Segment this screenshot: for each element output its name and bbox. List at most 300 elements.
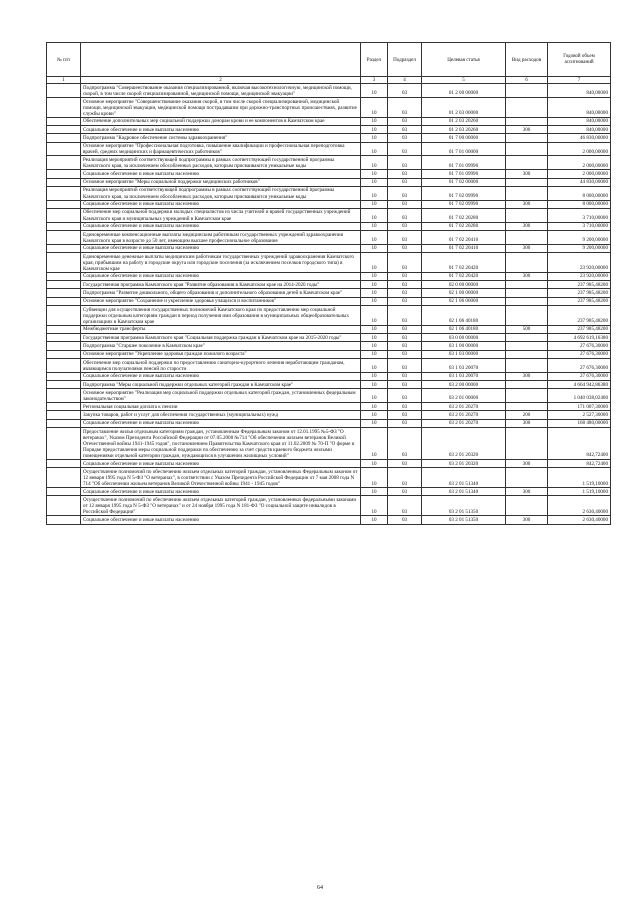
row-subsection-cell: 03 [388,427,422,459]
row-sum-cell: 27 676,30000 [548,372,611,380]
row-num-cell [47,381,81,389]
row-article-cell: 02 0 00 00000 [422,281,506,289]
row-sum-cell: 237 985,48200 [548,325,611,333]
row-subsection-cell: 03 [388,350,422,358]
row-subsection-cell: 03 [388,156,422,170]
row-sum-cell: 23 920,00000 [548,253,611,273]
row-subsection-cell: 03 [388,126,422,134]
row-num-cell [47,411,81,419]
row-num-cell [47,334,81,342]
row-name-cell: Обеспечение дополнительных мер социальной поддержки донорам крови и ее компонентов в Камчатском крае [81,117,361,125]
row-num-cell [47,253,81,273]
row-article-cell: 01 7 01 00000 [422,142,506,156]
row-article-cell: 03 2 01 20320 [422,427,506,459]
table-row [47,468,611,488]
row-subsection-cell: 03 [388,297,422,305]
row-name-cell: Социальное обеспечение и иные выплаты населению [81,222,361,230]
row-section-cell: 10 [361,334,388,342]
row-num-cell [47,142,81,156]
row-article-cell: 01 7 01 09990 [422,170,506,178]
row-subsection-cell: 03 [388,516,422,524]
row-section-cell: 10 [361,372,388,380]
row-subsection-cell: 03 [388,84,422,98]
row-expense-cell [506,468,548,488]
row-name-cell: Подпрограмма "Кадровое обеспечение системы здравоохранения" [81,134,361,142]
row-subsection-cell: 03 [388,222,422,230]
row-subsection-cell: 03 [388,389,422,403]
table-row [47,281,611,289]
row-article-cell: 01 7 02 00000 [422,178,506,186]
row-subsection-cell: 03 [388,272,422,280]
row-expense-cell: 300 [506,419,548,427]
row-section-cell: 10 [361,359,388,373]
header-article: Целевая статья [422,43,506,77]
row-expense-cell [506,97,548,117]
row-name-cell: Единовременные компенсационные выплаты медицинским работникам государственных учреждений здравоохранения Камчатского края в возрасте до 50 лет, имеющим высшее профессиональное образование [81,230,361,244]
row-num-cell [47,419,81,427]
row-num-cell [47,281,81,289]
row-expense-cell [506,297,548,305]
row-subsection-cell: 03 [388,419,422,427]
row-article-cell: 03 1 03 20070 [422,359,506,373]
row-expense-cell [506,230,548,244]
row-article-cell: 02 1 06 40180 [422,306,506,326]
row-name-cell: Подпрограмма "Совершенствование оказания специализированной, включая высокотехнологичную, медицинской помощи, скорой, в том числе скорой специализированной, медицинской помощи, медицинской эвакуации" [81,84,361,98]
row-name-cell: Социальное обеспечение и иные выплаты населению [81,170,361,178]
row-subsection-cell: 03 [388,134,422,142]
row-sum-cell: 27 676,30000 [548,342,611,350]
row-num-cell [47,488,81,496]
row-expense-cell [506,142,548,156]
row-expense-cell [506,117,548,125]
table-row [47,516,611,524]
row-expense-cell: 300 [506,372,548,380]
row-sum-cell: 237 985,48200 [548,306,611,326]
table-body [47,84,611,524]
page-number: 64 [317,885,323,891]
row-section-cell: 10 [361,97,388,117]
col-number: 6 [506,77,548,84]
row-name-cell: Субвенции для осуществления государственных полномочий Камчатского края по предоставлению мер социальной поддержки отдельным категориям граждан в период получения ими образования в муниципальных общеобразовательных организациях в Камчатском крае [81,306,361,326]
row-expense-cell: 300 [506,516,548,524]
row-name-cell: Основное мероприятие "Реализация мер социальной поддержки отдельных категорий граждан, установленных федеральным законодательством" [81,389,361,403]
row-article-cell: 01 7 01 09990 [422,156,506,170]
row-article-cell: 02 1 06 00000 [422,297,506,305]
row-sum-cell: 842,72400 [548,460,611,468]
row-name-cell: Социальное обеспечение и иные выплаты населению [81,244,361,252]
row-name-cell: Основное мероприятие "Сохранение и укрепление здоровья учащихся и воспитанников" [81,297,361,305]
row-expense-cell [506,208,548,222]
row-section-cell: 10 [361,230,388,244]
row-name-cell: Социальное обеспечение и иные выплаты населению [81,516,361,524]
row-num-cell [47,359,81,373]
row-subsection-cell: 03 [388,411,422,419]
row-num-cell [47,468,81,488]
row-section-cell: 10 [361,516,388,524]
row-expense-cell [506,381,548,389]
col-number: 3 [361,77,388,84]
row-subsection-cell: 03 [388,244,422,252]
row-name-cell: Государственная программа Камчатского края "Социальная поддержка граждан в Камчатском крае на 2015-2020 годы" [81,334,361,342]
column-number-row [47,77,611,84]
row-expense-cell [506,84,548,98]
row-name-cell: Единовременные денежные выплаты медицинским работникам государственных учреждений здравоохранения Камчатского края, прибывшим на работу в городские округа или городские поселения (за исключением поселков городского типа) в Камчатском крае [81,253,361,273]
row-expense-cell [506,253,548,273]
row-num-cell [47,325,81,333]
header-sum: Годовой объем ассигнований [548,43,611,77]
row-sum-cell: 4 692 619,16380 [548,334,611,342]
row-expense-cell: 300 [506,200,548,208]
row-name-cell: Региональная социальная доплата к пенсии [81,403,361,411]
row-expense-cell [506,156,548,170]
table-row [47,208,611,222]
row-article-cell: 01 2 00 00000 [422,84,506,98]
row-subsection-cell: 03 [388,170,422,178]
row-subsection-cell: 03 [388,253,422,273]
row-subsection-cell: 03 [388,403,422,411]
row-name-cell: Социальное обеспечение и иные выплаты населению [81,488,361,496]
row-subsection-cell: 03 [388,306,422,326]
row-article-cell: 01 7 02 09990 [422,186,506,200]
table-row [47,297,611,305]
row-num-cell [47,297,81,305]
row-num-cell [47,272,81,280]
budget-table [46,42,611,525]
row-sum-cell: 237 985,48200 [548,297,611,305]
row-name-cell: Основное мероприятие "Меры социальной поддержки медицинских работников" [81,178,361,186]
row-num-cell [47,134,81,142]
row-section-cell: 10 [361,281,388,289]
table-row [47,134,611,142]
header-name [81,43,361,77]
header-section: Раздел [361,43,388,77]
table-row [47,372,611,380]
col-number: 5 [422,77,506,84]
row-sum-cell: 2 527,30000 [548,411,611,419]
row-sum-cell: 237 985,48200 [548,281,611,289]
row-section-cell: 10 [361,325,388,333]
table-row [47,460,611,468]
row-section-cell: 10 [361,84,388,98]
row-article-cell: 01 7 02 20280 [422,222,506,230]
row-subsection-cell: 03 [388,281,422,289]
row-article-cell: 03 1 03 20070 [422,372,506,380]
row-sum-cell: 840,00000 [548,126,611,134]
row-section-cell: 10 [361,170,388,178]
row-subsection-cell: 03 [388,342,422,350]
row-expense-cell [506,389,548,403]
row-name-cell: Социальное обеспечение и иные выплаты населению [81,126,361,134]
row-sum-cell: 168 480,00000 [548,419,611,427]
table-row [47,419,611,427]
row-subsection-cell: 03 [388,488,422,496]
row-sum-cell: 237 985,48200 [548,289,611,297]
row-article-cell: 01 7 02 20420 [422,272,506,280]
row-subsection-cell: 03 [388,381,422,389]
row-article-cell: 03 2 01 20320 [422,460,506,468]
table-row [47,381,611,389]
row-section-cell: 10 [361,419,388,427]
row-expense-cell [506,359,548,373]
row-article-cell: 01 7 02 20410 [422,230,506,244]
row-article-cell: 01 7 02 20420 [422,253,506,273]
row-name-cell: Основное мероприятие "Профессиональная подготовка, повышение квалификации и профессиональная переподготовка врачей, средних медицинских и фармацевтических работников" [81,142,361,156]
row-name-cell: Осуществление полномочий по обеспечению жильем отдельных категорий граждан, установленных федеральными законами от 12 января 1995 года N 5-ФЗ "О ветеранах" и от 24 ноября 1995 года N 181-ФЗ "О социальной защите инвалидов в Российской Федерации" [81,496,361,516]
row-subsection-cell: 03 [388,334,422,342]
row-num-cell [47,350,81,358]
row-section-cell: 10 [361,222,388,230]
row-article-cell: 01 2 03 20260 [422,117,506,125]
row-sum-cell: 3 710,00000 [548,222,611,230]
row-num-cell [47,306,81,326]
row-name-cell: Социальное обеспечение и иные выплаты населению [81,460,361,468]
row-num-cell [47,403,81,411]
row-section-cell: 10 [361,488,388,496]
row-num-cell [47,208,81,222]
row-section-cell: 10 [361,350,388,358]
row-num-cell [47,97,81,117]
row-num-cell [47,186,81,200]
row-expense-cell: 300 [506,170,548,178]
table-row [47,178,611,186]
row-subsection-cell: 03 [388,230,422,244]
row-section-cell: 10 [361,306,388,326]
table-row [47,230,611,244]
table-row [47,186,611,200]
row-expense-cell: 500 [506,325,548,333]
row-expense-cell [506,403,548,411]
row-section-cell: 10 [361,186,388,200]
row-section-cell: 10 [361,142,388,156]
table-row [47,389,611,403]
row-expense-cell: 300 [506,488,548,496]
row-article-cell: 02 1 06 40180 [422,325,506,333]
row-num-cell [47,178,81,186]
row-name-cell: Предоставление жилья отдельным категориям граждан, установленным Федеральным законом от 12.01.1995 №5-ФЗ "О ветеранах", Указом Президента Российской Федерации от 07.05.2008 №714 "Об обеспечении жильем ветеранов Великой Отечественной войны 1941-1945 годов", постановлением Правительства Камчатского края от 11.02.2009 № 70-П "О форме и Порядке предоставления меры социальной поддержки по обеспечению за счет средств краевого бюджета жилыми помещениями отдельной категории граждан, нуждающихся в улучшении жилищных условий" [81,427,361,459]
row-subsection-cell: 03 [388,208,422,222]
col-number: 1 [47,77,81,84]
table-row [47,411,611,419]
row-sum-cell: 1 519,10000 [548,488,611,496]
row-section-cell: 10 [361,427,388,459]
row-name-cell: Обеспечение мер социальной поддержки молодых специалистов из числа учителей и врачей государственных учреждений Камчатского края и муниципальных учреждений в Камчатском крае [81,208,361,222]
row-article-cell: 03 2 01 51340 [422,468,506,488]
col-number: 2 [81,77,361,84]
row-num-cell [47,427,81,459]
row-subsection-cell: 03 [388,359,422,373]
row-num-cell [47,244,81,252]
row-expense-cell: 300 [506,126,548,134]
row-expense-cell [506,342,548,350]
row-sum-cell: 840,00000 [548,117,611,125]
row-name-cell: Основное мероприятие "Совершенствование оказания скорой, в том числе скорой специализированной, медицинской помощи, медицинской эвакуации, медицинской помощи пострадавшим при дорожно-транспортных происшествиях, развитие службы крови" [81,97,361,117]
table-row [47,170,611,178]
row-sum-cell: 8 000,00000 [548,200,611,208]
row-article-cell: 03 2 00 00000 [422,381,506,389]
row-expense-cell [506,186,548,200]
table-row [47,244,611,252]
row-section-cell: 10 [361,297,388,305]
row-name-cell: Основное мероприятие "Укрепление здоровья граждан пожилого возраста" [81,350,361,358]
row-subsection-cell: 03 [388,117,422,125]
row-sum-cell: 9 200,00000 [548,244,611,252]
row-section-cell: 10 [361,253,388,273]
row-section-cell: 10 [361,117,388,125]
row-name-cell: Межбюджетные трансферты [81,325,361,333]
table-row [47,117,611,125]
row-num-cell [47,289,81,297]
row-name-cell: Закупка товаров, работ и услуг для обеспечения государственных (муниципальных) нужд [81,411,361,419]
row-article-cell: 03 2 01 20270 [422,419,506,427]
table-row [47,222,611,230]
header-num: № п/п [47,43,81,77]
row-name-cell: Социальное обеспечение и иные выплаты населению [81,372,361,380]
row-section-cell: 10 [361,244,388,252]
row-name-cell: Подпрограмма "Старшее поколение в Камчатском крае" [81,342,361,350]
row-section-cell: 10 [361,342,388,350]
row-section-cell: 10 [361,403,388,411]
row-sum-cell: 4 664 942,86380 [548,381,611,389]
row-expense-cell: 300 [506,244,548,252]
row-subsection-cell: 03 [388,200,422,208]
row-article-cell: 03 2 01 20270 [422,411,506,419]
table-row [47,84,611,98]
table-row [47,142,611,156]
row-article-cell: 02 1 00 00000 [422,289,506,297]
row-name-cell: Подпрограмма "Развитие дошкольного, общего образования и дополнительного образования детей в Камчатском крае" [81,289,361,297]
row-article-cell: 03 2 01 51350 [422,516,506,524]
row-num-cell [47,84,81,98]
row-subsection-cell: 03 [388,325,422,333]
row-section-cell: 10 [361,460,388,468]
row-article-cell: 03 0 00 00000 [422,334,506,342]
row-sum-cell: 1 040 038,02400 [548,389,611,403]
row-name-cell: Государственная программа Камчатского края "Развитие образования в Камчатском крае на 2014-2020 годы" [81,281,361,289]
table-row [47,359,611,373]
row-expense-cell [506,306,548,326]
row-num-cell [47,460,81,468]
row-section-cell: 10 [361,134,388,142]
table-row [47,272,611,280]
row-expense-cell: 300 [506,460,548,468]
row-expense-cell [506,350,548,358]
row-subsection-cell: 03 [388,372,422,380]
row-section-cell: 10 [361,381,388,389]
row-section-cell: 10 [361,208,388,222]
table-row [47,488,611,496]
row-subsection-cell: 03 [388,178,422,186]
row-section-cell: 10 [361,178,388,186]
table-row [47,427,611,459]
row-sum-cell: 2 000,00000 [548,156,611,170]
row-subsection-cell: 03 [388,142,422,156]
row-sum-cell: 1 519,10000 [548,468,611,488]
row-sum-cell: 27 676,30000 [548,359,611,373]
table-row [47,97,611,117]
row-num-cell [47,496,81,516]
row-article-cell: 03 2 01 51350 [422,496,506,516]
row-expense-cell: 300 [506,222,548,230]
row-section-cell: 10 [361,468,388,488]
row-name-cell: Подпрограмма "Меры социальной поддержки отдельных категорий граждан в Камчатском крае" [81,381,361,389]
table-row [47,289,611,297]
row-subsection-cell: 03 [388,496,422,516]
header-expense: Вид расходов [506,43,548,77]
row-name-cell: Обеспечение мер социальной поддержки по предоставлению санаторно-курортного лечения неработающим гражданам, являющимся получателями пенсий по старости [81,359,361,373]
row-num-cell [47,230,81,244]
table-row [47,334,611,342]
row-name-cell: Социальное обеспечение и иные выплаты населению [81,200,361,208]
row-sum-cell: 171 007,30000 [548,403,611,411]
col-number: 7 [548,77,611,84]
row-subsection-cell: 03 [388,468,422,488]
row-expense-cell [506,334,548,342]
row-article-cell: 03 1 00 00000 [422,342,506,350]
row-num-cell [47,200,81,208]
row-expense-cell [506,496,548,516]
table-row [47,126,611,134]
table-row [47,156,611,170]
row-name-cell: Реализация мероприятий соответствующей подпрограммы в рамках соответствующей государственной программы Камчатского края, за исключением обособленных расходов, которым присваиваются уникальные коды [81,156,361,170]
row-num-cell [47,372,81,380]
row-sum-cell: 46 830,00000 [548,134,611,142]
table-row [47,342,611,350]
row-sum-cell: 27 676,30000 [548,350,611,358]
row-section-cell: 10 [361,126,388,134]
row-sum-cell: 840,00000 [548,84,611,98]
row-expense-cell [506,281,548,289]
row-num-cell [47,156,81,170]
row-subsection-cell: 03 [388,289,422,297]
row-sum-cell: 2 630,40000 [548,516,611,524]
row-sum-cell: 44 830,00000 [548,178,611,186]
row-subsection-cell: 03 [388,186,422,200]
table-header-row [47,43,611,77]
row-section-cell: 10 [361,289,388,297]
row-sum-cell: 9 200,00000 [548,230,611,244]
row-section-cell: 10 [361,411,388,419]
row-subsection-cell: 03 [388,460,422,468]
row-section-cell: 10 [361,200,388,208]
row-num-cell [47,342,81,350]
table-row [47,253,611,273]
table-row [47,403,611,411]
table-row [47,306,611,326]
row-sum-cell: 3 710,00000 [548,208,611,222]
row-num-cell [47,516,81,524]
row-sum-cell: 842,72400 [548,427,611,459]
row-article-cell: 01 2 03 20260 [422,126,506,134]
row-expense-cell: 300 [506,272,548,280]
row-section-cell: 10 [361,389,388,403]
table-row [47,200,611,208]
row-section-cell: 10 [361,496,388,516]
row-sum-cell: 8 000,00000 [548,186,611,200]
row-num-cell [47,170,81,178]
row-expense-cell [506,134,548,142]
row-article-cell: 01 7 00 00000 [422,134,506,142]
row-num-cell [47,222,81,230]
row-num-cell [47,126,81,134]
row-section-cell: 10 [361,272,388,280]
row-article-cell: 03 2 01 00000 [422,389,506,403]
row-name-cell: Социальное обеспечение и иные выплаты населению [81,419,361,427]
row-expense-cell [506,289,548,297]
row-section-cell: 10 [361,156,388,170]
table-row [47,350,611,358]
row-name-cell: Реализация мероприятий соответствующей подпрограммы в рамках соответствующей государственной программы Камчатского края, за исключением обособленных расходов, которым присваиваются уникальные коды [81,186,361,200]
row-expense-cell [506,427,548,459]
